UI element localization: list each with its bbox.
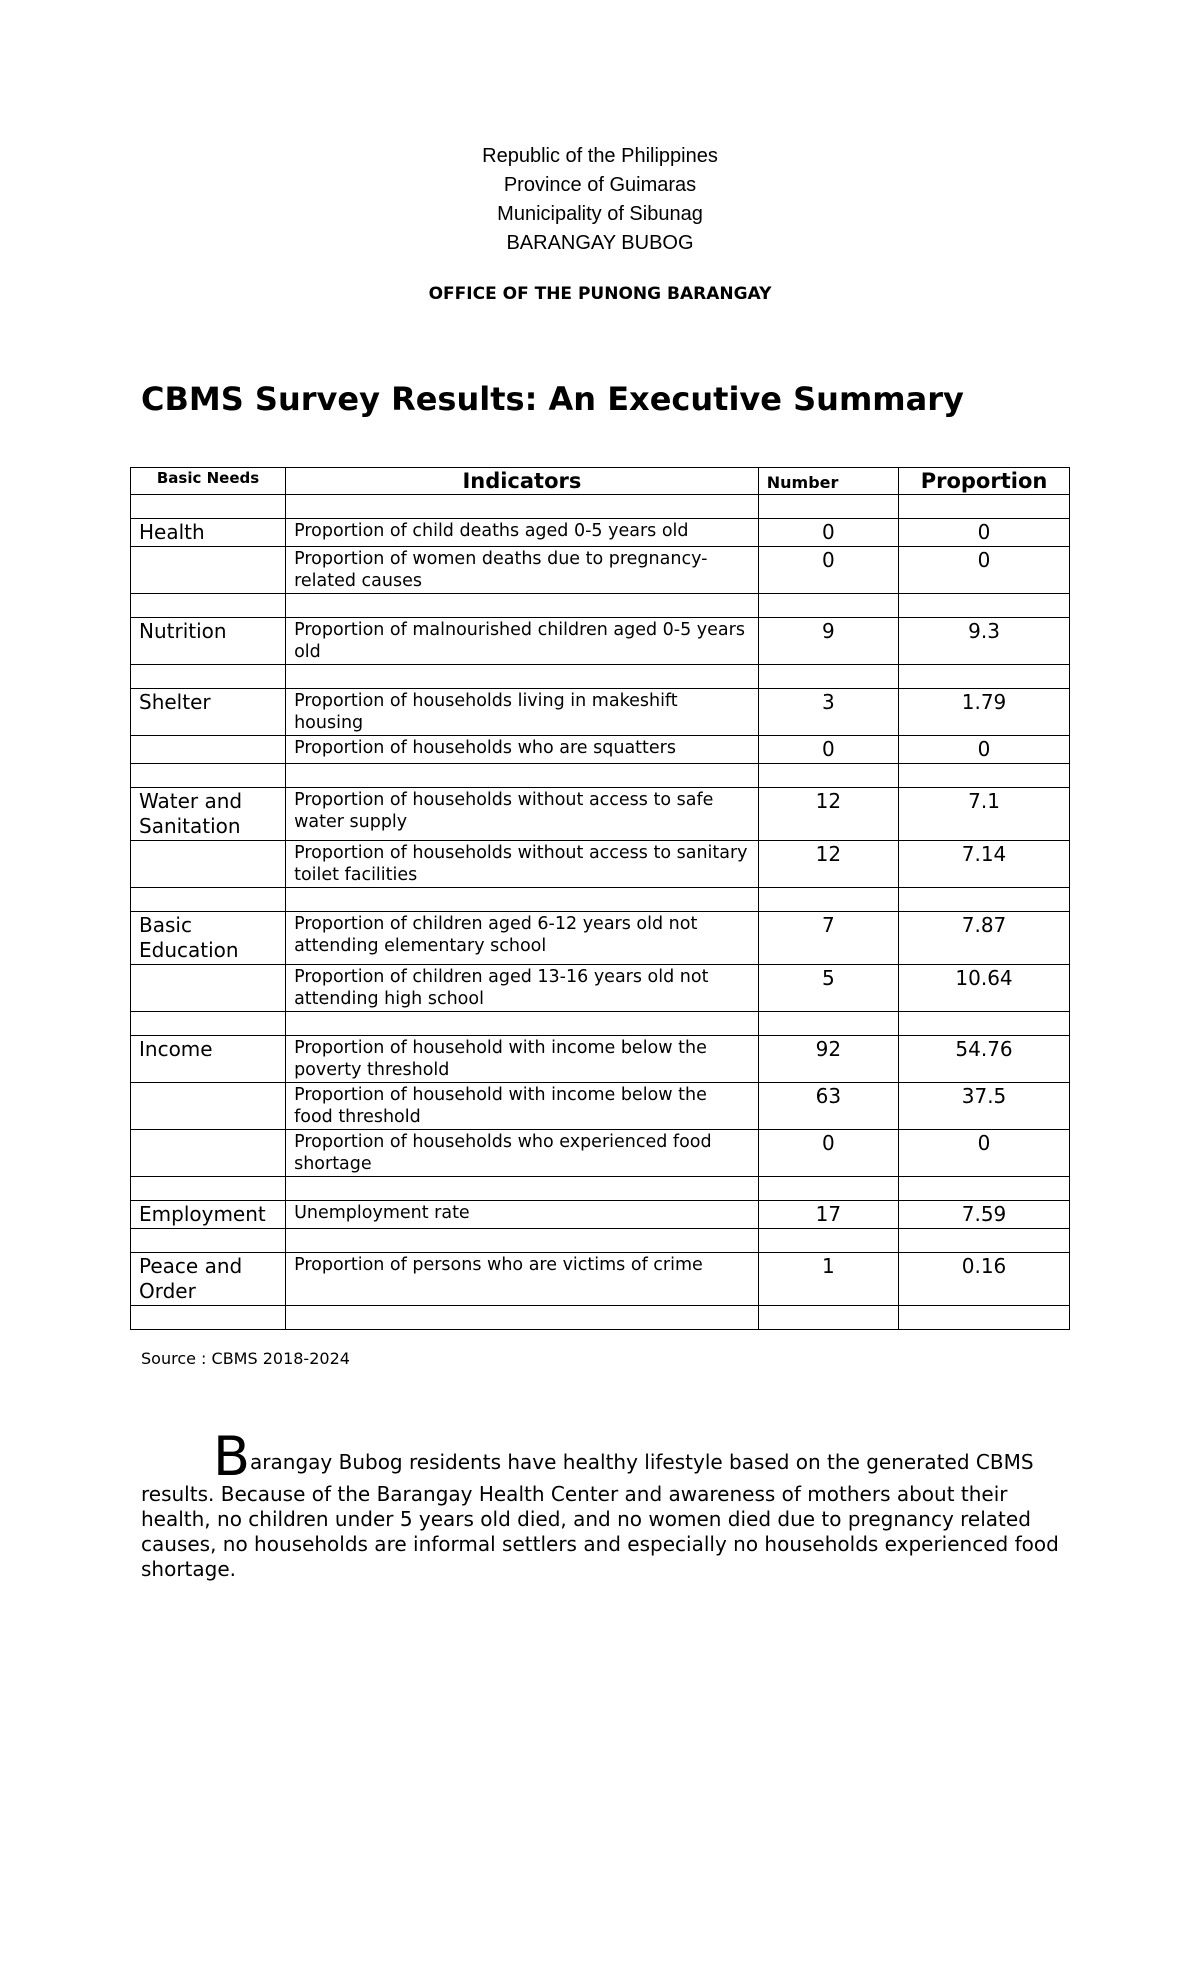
blank-cell [131, 764, 286, 788]
indicator-cell: Proportion of children aged 13-16 years old not attending high school [286, 965, 759, 1012]
indicator-cell: Proportion of households without access to sanitary toilet facilities [286, 841, 759, 888]
indicator-cell: Proportion of persons who are victims of crime [286, 1253, 759, 1306]
blank-cell [899, 764, 1070, 788]
blank-cell [131, 1012, 286, 1036]
basic-need-cell [131, 547, 286, 594]
blank-cell [758, 1306, 898, 1330]
blank-cell [758, 764, 898, 788]
blank-row [131, 594, 1070, 618]
blank-cell [899, 594, 1070, 618]
indicator-cell: Proportion of households without access to safe water supply [286, 788, 759, 841]
blank-cell [131, 665, 286, 689]
proportion-cell: 0.16 [899, 1253, 1070, 1306]
blank-cell [758, 888, 898, 912]
table-row [131, 1201, 1070, 1229]
summary-text: arangay Bubog residents have healthy lifestyle based on the generated CBMS results. Because of the Barangay Health Center and awareness of mothers about their health, no children under 5 years old died, and no women died due to pregnancy related causes, no households are informal settlers and especially no households experienced food shortage. [141, 1450, 1059, 1581]
blank-row [131, 1177, 1070, 1201]
table-row [131, 841, 1070, 888]
number-cell: 12 [758, 841, 898, 888]
proportion-cell: 7.1 [899, 788, 1070, 841]
blank-cell [286, 594, 759, 618]
indicator-cell: Unemployment rate [286, 1201, 759, 1229]
table-row [131, 618, 1070, 665]
header-municipality: Municipality of Sibunag [497, 203, 703, 225]
table-row [131, 1253, 1070, 1306]
number-cell: 7 [758, 912, 898, 965]
number-cell: 9 [758, 618, 898, 665]
basic-need-cell: Income [131, 1036, 286, 1083]
header-number: Number [758, 468, 898, 495]
cbms-results-table [130, 467, 1070, 1330]
proportion-cell: 0 [899, 547, 1070, 594]
blank-cell [286, 1177, 759, 1201]
basic-need-cell [131, 965, 286, 1012]
table-row [131, 1083, 1070, 1130]
proportion-cell: 0 [899, 519, 1070, 547]
blank-row [131, 495, 1070, 519]
blank-cell [131, 888, 286, 912]
number-cell: 3 [758, 689, 898, 736]
indicator-cell: Proportion of women deaths due to pregnancy-related causes [286, 547, 759, 594]
blank-cell [131, 1229, 286, 1253]
basic-need-cell [131, 841, 286, 888]
letterhead [0, 142, 1200, 258]
blank-cell [758, 1177, 898, 1201]
indicator-cell: Proportion of household with income below the food threshold [286, 1083, 759, 1130]
header-republic: Republic of the Philippines [482, 145, 718, 167]
number-cell: 17 [758, 1201, 898, 1229]
indicator-cell: Proportion of children aged 6-12 years old not attending elementary school [286, 912, 759, 965]
basic-need-cell: Basic Education [131, 912, 286, 965]
table-row [131, 736, 1070, 764]
blank-cell [131, 1177, 286, 1201]
table-row [131, 788, 1070, 841]
header-province: Province of Guimaras [503, 174, 697, 196]
blank-cell [758, 1229, 898, 1253]
summary-paragraph [141, 1425, 1071, 1582]
proportion-cell: 0 [899, 1130, 1070, 1177]
header-proportion: Proportion [899, 468, 1070, 495]
proportion-cell: 1.79 [899, 689, 1070, 736]
blank-row [131, 1229, 1070, 1253]
table-header-row [131, 468, 1070, 495]
blank-row [131, 1012, 1070, 1036]
basic-need-cell: Nutrition [131, 618, 286, 665]
number-cell: 0 [758, 519, 898, 547]
table-row [131, 1036, 1070, 1083]
header-indicators: Indicators [286, 468, 759, 495]
basic-need-cell: Peace and Order [131, 1253, 286, 1306]
indicator-cell: Proportion of household with income below the poverty threshold [286, 1036, 759, 1083]
basic-need-cell: Shelter [131, 689, 286, 736]
blank-cell [286, 1306, 759, 1330]
indicator-cell: Proportion of households living in makeshift housing [286, 689, 759, 736]
table-row [131, 547, 1070, 594]
number-cell: 0 [758, 547, 898, 594]
proportion-cell: 37.5 [899, 1083, 1070, 1130]
table-row [131, 519, 1070, 547]
basic-need-cell [131, 1083, 286, 1130]
number-cell: 1 [758, 1253, 898, 1306]
blank-cell [758, 665, 898, 689]
blank-cell [899, 665, 1070, 689]
table-row [131, 689, 1070, 736]
blank-row [131, 665, 1070, 689]
indicator-cell: Proportion of malnourished children aged 0-5 years old [286, 618, 759, 665]
blank-cell [131, 594, 286, 618]
proportion-cell: 7.59 [899, 1201, 1070, 1229]
blank-cell [286, 1012, 759, 1036]
source-note: Source : CBMS 2018-2024 [141, 1349, 350, 1368]
blank-row [131, 888, 1070, 912]
indicator-cell: Proportion of households who experienced food shortage [286, 1130, 759, 1177]
blank-cell [286, 888, 759, 912]
blank-cell [286, 665, 759, 689]
number-cell: 0 [758, 736, 898, 764]
blank-row [131, 1306, 1070, 1330]
basic-need-cell: Water and Sanitation [131, 788, 286, 841]
blank-cell [758, 1012, 898, 1036]
blank-cell [899, 1177, 1070, 1201]
proportion-cell: 9.3 [899, 618, 1070, 665]
blank-cell [286, 764, 759, 788]
blank-cell [286, 1229, 759, 1253]
blank-cell [899, 495, 1070, 519]
table-body [131, 495, 1070, 1330]
blank-row [131, 764, 1070, 788]
blank-cell [758, 594, 898, 618]
number-cell: 12 [758, 788, 898, 841]
blank-cell [899, 888, 1070, 912]
number-cell: 92 [758, 1036, 898, 1083]
number-cell: 5 [758, 965, 898, 1012]
proportion-cell: 7.14 [899, 841, 1070, 888]
blank-cell [286, 495, 759, 519]
number-cell: 0 [758, 1130, 898, 1177]
table-row [131, 912, 1070, 965]
header-barangay: BARANGAY BUBOG [506, 232, 694, 254]
basic-need-cell: Health [131, 519, 286, 547]
number-cell: 63 [758, 1083, 898, 1130]
indicator-cell: Proportion of households who are squatters [286, 736, 759, 764]
office-heading: OFFICE OF THE PUNONG BARANGAY [428, 284, 772, 304]
blank-cell [899, 1229, 1070, 1253]
blank-cell [899, 1306, 1070, 1330]
basic-need-cell [131, 1130, 286, 1177]
basic-need-cell [131, 736, 286, 764]
blank-cell [131, 495, 286, 519]
header-basic-needs: Basic Needs [131, 468, 286, 495]
table-row [131, 1130, 1070, 1177]
table-row [131, 965, 1070, 1012]
blank-cell [899, 1012, 1070, 1036]
page-title: CBMS Survey Results: An Executive Summary [141, 380, 964, 418]
indicator-cell: Proportion of child deaths aged 0-5 years old [286, 519, 759, 547]
drop-cap: B [213, 1425, 251, 1488]
proportion-cell: 7.87 [899, 912, 1070, 965]
proportion-cell: 10.64 [899, 965, 1070, 1012]
blank-cell [131, 1306, 286, 1330]
proportion-cell: 54.76 [899, 1036, 1070, 1083]
basic-need-cell: Employment [131, 1201, 286, 1229]
blank-cell [758, 495, 898, 519]
proportion-cell: 0 [899, 736, 1070, 764]
